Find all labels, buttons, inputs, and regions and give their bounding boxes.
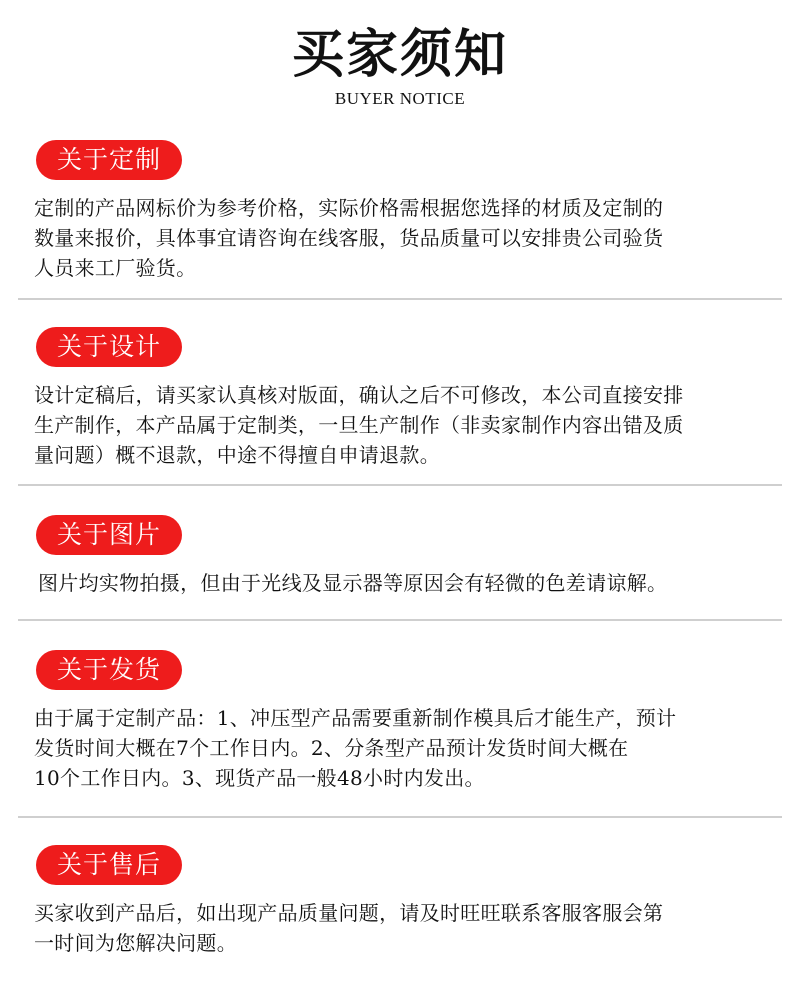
- section-text-design: 设计定稿后，请买家认真核对版面，确认之后不可修改，本公司直接安排 生产制作，本产品属于定制类，一旦生产制作（非卖家制作内容出错及质 量问题）概不退款，中途不得擅自申请退款。: [34, 383, 684, 467]
- page-subtitle: BUYER NOTICE: [334, 89, 466, 108]
- page-header: [0, 22, 800, 109]
- section-text-shipping: 由于属于定制产品：1、冲压型产品需要重新制作模具后才能生产，预计 发货时间大概在7个工作日内。2、分条型产品预计发货时间大概在 10个工作日内。3、现货产品一般48小时内发出。: [34, 706, 677, 790]
- section-text-customization: 定制的产品网标价为参考价格，实际价格需根据您选择的材质及定制的 数量来报价，具体事宜请咨询在线客服，货品质量可以安排贵公司验货 人员来工厂验货。: [34, 196, 664, 280]
- section-divider: [18, 816, 782, 818]
- section-badge-customization: 关于定制: [36, 140, 182, 180]
- section-text-after-sales: 买家收到产品后，如出现产品质量问题，请及时旺旺联系客服客服会第 一时间为您解决问题。: [34, 901, 664, 955]
- section-badge-after-sales: 关于售后: [36, 845, 182, 885]
- section-text-pictures: 图片均实物拍摄，但由于光线及显示器等原因会有轻微的色差请谅解。: [38, 571, 668, 595]
- section-badge-design: 关于设计: [36, 327, 182, 367]
- section-divider: [18, 619, 782, 621]
- section-divider: [18, 298, 782, 300]
- page-title: 买家须知: [291, 25, 508, 85]
- section-divider: [18, 484, 782, 486]
- section-badge-shipping: 关于发货: [36, 650, 182, 690]
- section-badge-pictures: 关于图片: [36, 515, 182, 555]
